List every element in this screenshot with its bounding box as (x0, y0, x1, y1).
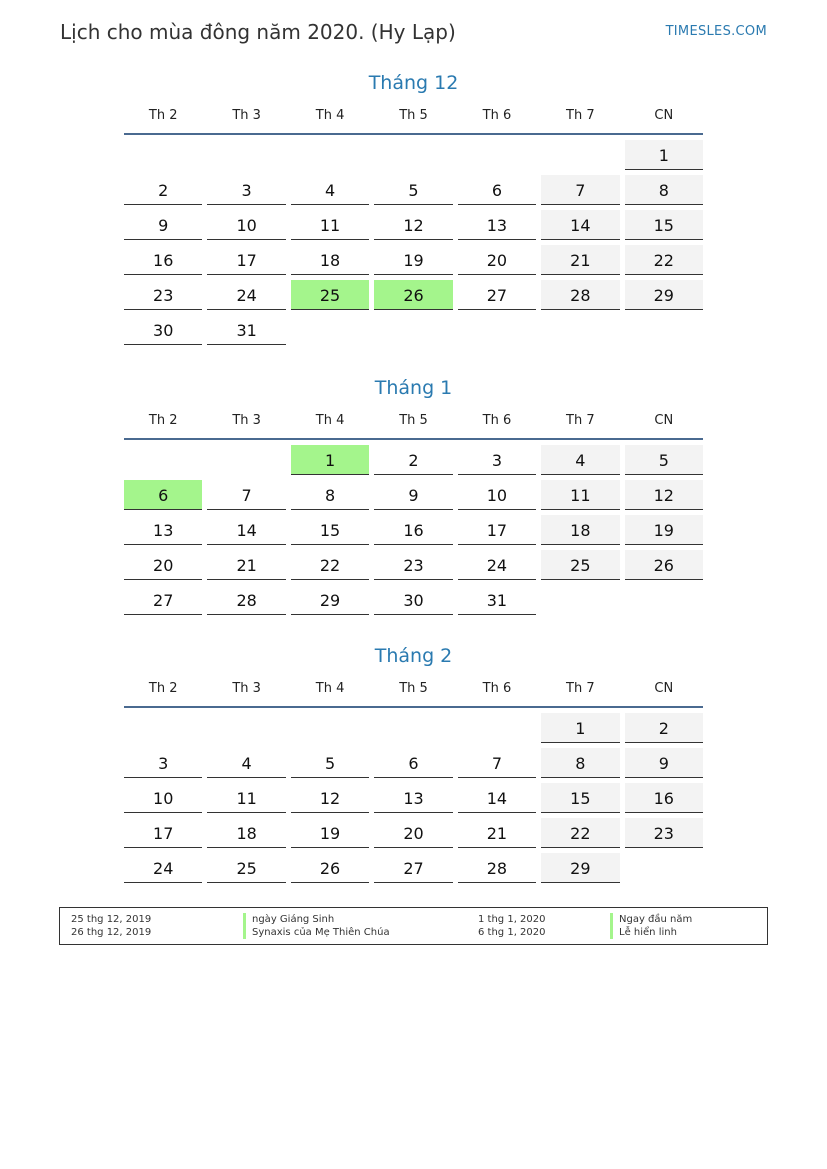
day-cell: 9 (625, 748, 703, 778)
day-cell: 14 (458, 783, 536, 813)
weekday-label: Th 7 (566, 108, 595, 123)
weekday-label: CN (654, 681, 674, 696)
empty-day-cell (291, 140, 369, 170)
weekday-label: Th 5 (399, 108, 428, 123)
day-cell: 19 (291, 818, 369, 848)
month-title: Tháng 2 (374, 645, 453, 667)
day-cell: 23 (625, 818, 703, 848)
day-cell: 7 (458, 748, 536, 778)
weekday-label: Th 5 (399, 413, 428, 428)
day-cell: 2 (374, 445, 452, 475)
weekday-header (124, 99, 703, 135)
page-title: Lịch cho mùa đông năm 2020. (Hy Lạp) (60, 20, 456, 44)
weekday-label: Th 3 (232, 413, 261, 428)
day-cell: 1 (625, 140, 703, 170)
empty-day-cell (124, 713, 202, 743)
day-cell: 16 (625, 783, 703, 813)
weekday-label: Th 3 (232, 681, 261, 696)
day-cell: 18 (291, 245, 369, 275)
day-cell: 26 (291, 853, 369, 883)
day-cell: 19 (625, 515, 703, 545)
day-cell: 16 (124, 245, 202, 275)
weekday-label: Th 3 (232, 108, 261, 123)
day-cell: 20 (458, 245, 536, 275)
legend-holiday-name: Lễ hiển linh (610, 926, 677, 939)
day-cell: 22 (291, 550, 369, 580)
day-cell: 19 (374, 245, 452, 275)
day-cell: 8 (541, 748, 619, 778)
legend-holiday-name: ngày Giáng Sinh (243, 913, 334, 926)
day-cell: 18 (207, 818, 285, 848)
day-cell: 11 (291, 210, 369, 240)
day-cell: 10 (207, 210, 285, 240)
day-cell: 7 (541, 175, 619, 205)
day-cell: 4 (207, 748, 285, 778)
legend-date: 6 thg 1, 2020 (478, 927, 546, 938)
day-cell: 7 (207, 480, 285, 510)
day-cell: 27 (124, 585, 202, 615)
empty-day-cell (541, 140, 619, 170)
day-cell: 12 (374, 210, 452, 240)
day-cell: 28 (541, 280, 619, 310)
month-title: Tháng 12 (368, 72, 459, 94)
day-cell: 30 (374, 585, 452, 615)
weekday-label: Th 4 (315, 413, 345, 428)
day-cell: 2 (124, 175, 202, 205)
day-cell: 29 (625, 280, 703, 310)
day-cell: 15 (291, 515, 369, 545)
day-cell: 6 (374, 748, 452, 778)
day-cell: 14 (207, 515, 285, 545)
empty-day-cell (374, 713, 452, 743)
holiday-legend (59, 907, 768, 945)
day-cell: 15 (625, 210, 703, 240)
day-cell: 29 (541, 853, 619, 883)
weekday-label: Th 2 (148, 681, 178, 696)
day-cell: 13 (124, 515, 202, 545)
legend-date: 1 thg 1, 2020 (478, 914, 546, 925)
day-cell: 5 (374, 175, 452, 205)
holiday-day-cell: 1 (291, 445, 369, 475)
weekday-label: Th 5 (399, 681, 428, 696)
weekday-header (124, 672, 703, 708)
day-cell: 24 (124, 853, 202, 883)
day-cell: 11 (541, 480, 619, 510)
days-grid (124, 708, 703, 883)
day-cell: 1 (541, 713, 619, 743)
day-cell: 23 (124, 280, 202, 310)
empty-day-cell (458, 140, 536, 170)
weekday-label: Th 6 (482, 108, 512, 123)
empty-day-cell (374, 140, 452, 170)
day-cell: 3 (207, 175, 285, 205)
day-cell: 26 (625, 550, 703, 580)
day-cell: 2 (625, 713, 703, 743)
day-cell: 24 (458, 550, 536, 580)
legend-date: 25 thg 12, 2019 (71, 914, 152, 925)
weekday-header (124, 404, 703, 440)
day-cell: 9 (124, 210, 202, 240)
day-cell: 28 (458, 853, 536, 883)
day-cell: 4 (541, 445, 619, 475)
weekday-label: Th 4 (315, 108, 345, 123)
month-december (124, 67, 703, 345)
day-cell: 17 (207, 245, 285, 275)
day-cell: 22 (541, 818, 619, 848)
day-cell: 8 (291, 480, 369, 510)
weekday-label: Th 4 (315, 681, 345, 696)
day-cell: 25 (207, 853, 285, 883)
day-cell: 10 (458, 480, 536, 510)
day-cell: 29 (291, 585, 369, 615)
empty-day-cell (207, 713, 285, 743)
day-cell: 12 (625, 480, 703, 510)
day-cell: 22 (625, 245, 703, 275)
day-cell: 17 (458, 515, 536, 545)
holiday-day-cell: 6 (124, 480, 202, 510)
day-cell: 23 (374, 550, 452, 580)
holiday-day-cell: 26 (374, 280, 452, 310)
day-cell: 31 (207, 315, 285, 345)
empty-day-cell (207, 445, 285, 475)
day-cell: 13 (458, 210, 536, 240)
day-cell: 3 (458, 445, 536, 475)
empty-day-cell (291, 713, 369, 743)
legend-holiday-name: Synaxis của Mẹ Thiên Chúa (243, 926, 390, 939)
month-february (124, 640, 703, 883)
weekday-label: Th 6 (482, 413, 512, 428)
day-cell: 14 (541, 210, 619, 240)
day-cell: 9 (374, 480, 452, 510)
legend-date: 26 thg 12, 2019 (71, 927, 152, 938)
weekday-label: Th 2 (148, 108, 178, 123)
day-cell: 25 (541, 550, 619, 580)
day-cell: 21 (207, 550, 285, 580)
empty-day-cell (124, 140, 202, 170)
day-cell: 13 (374, 783, 452, 813)
day-cell: 30 (124, 315, 202, 345)
day-cell: 3 (124, 748, 202, 778)
day-cell: 11 (207, 783, 285, 813)
day-cell: 24 (207, 280, 285, 310)
day-cell: 20 (374, 818, 452, 848)
day-cell: 16 (374, 515, 452, 545)
day-cell: 21 (541, 245, 619, 275)
weekday-label: Th 2 (148, 413, 178, 428)
day-cell: 5 (625, 445, 703, 475)
day-cell: 27 (374, 853, 452, 883)
day-cell: 28 (207, 585, 285, 615)
day-cell: 10 (124, 783, 202, 813)
month-title: Tháng 1 (374, 377, 453, 399)
day-cell: 6 (458, 175, 536, 205)
day-cell: 5 (291, 748, 369, 778)
day-cell: 12 (291, 783, 369, 813)
legend-holiday-name: Ngay đầu năm (610, 913, 692, 926)
empty-day-cell (207, 140, 285, 170)
day-cell: 21 (458, 818, 536, 848)
day-cell: 27 (458, 280, 536, 310)
day-cell: 8 (625, 175, 703, 205)
month-january (124, 372, 703, 615)
days-grid (124, 135, 703, 345)
day-cell: 15 (541, 783, 619, 813)
weekday-label: Th 7 (566, 413, 595, 428)
day-cell: 31 (458, 585, 536, 615)
empty-day-cell (124, 445, 202, 475)
empty-day-cell (458, 713, 536, 743)
holiday-day-cell: 25 (291, 280, 369, 310)
day-cell: 17 (124, 818, 202, 848)
weekday-label: CN (654, 413, 674, 428)
weekday-label: Th 6 (482, 681, 512, 696)
days-grid (124, 440, 703, 615)
site-link[interactable]: TIMESLES.COM (665, 24, 767, 39)
weekday-label: Th 7 (566, 681, 595, 696)
day-cell: 18 (541, 515, 619, 545)
weekday-label: CN (654, 108, 674, 123)
day-cell: 20 (124, 550, 202, 580)
day-cell: 4 (291, 175, 369, 205)
